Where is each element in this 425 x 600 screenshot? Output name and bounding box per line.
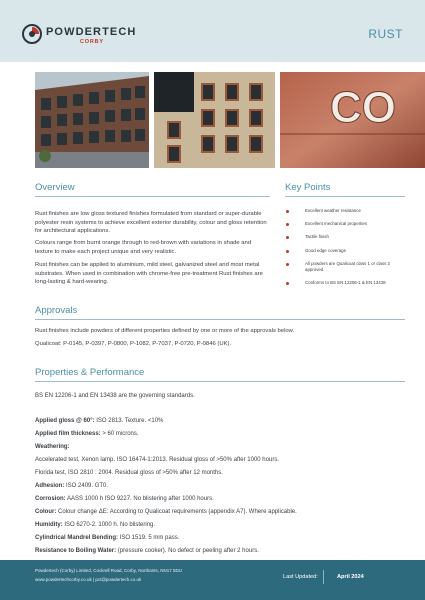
overview-rule	[35, 196, 270, 197]
colour-value: Colour change ΔE: According to Qualicoat requirements (appendix A7). Where applicable.	[56, 509, 297, 515]
properties-rule	[35, 381, 405, 382]
logo-mark-icon	[22, 24, 42, 44]
list-item: Excellent weather resistance	[285, 208, 405, 214]
list-item: Excellent mechanical properties	[285, 221, 405, 227]
corrosion-value: AASS 1000 h ISO 9227. No blistering after 1000 hours.	[65, 496, 214, 502]
photo-brick-building	[154, 72, 275, 168]
boiling-water-label: Resistance to Boiling Water:	[35, 548, 117, 554]
powdertech-logo	[22, 24, 152, 48]
footer-divider	[323, 570, 324, 584]
list-item: Conforms to BS EN 12206-1 & EN 13438	[285, 280, 405, 286]
mandrel-bending-row	[35, 534, 179, 542]
key-points-list	[285, 208, 405, 294]
adhesion-row	[35, 482, 108, 490]
panel-lettering: CO	[330, 83, 396, 132]
film-thickness-row	[35, 430, 139, 438]
weathering-florida: Florida test, ISO 2810 : 2004. Residual gloss of >50% after 12 months.	[35, 470, 223, 476]
list-item: All powders are Qualicoat class 1 or class 2 approved	[285, 261, 405, 274]
page-header	[0, 0, 425, 62]
list-item: Tactile finish	[285, 234, 405, 240]
page-footer	[0, 560, 425, 600]
overview-paragraph-3: Rust finishes can be applied to aluminium, mild steel, galvanized steel and most metal substrates. When used in combination with chrome-free pre-treatment Rust finishes are long-lasting & hard-wearing.	[35, 262, 263, 286]
corrosion-label: Corrosion:	[35, 496, 66, 502]
properties-title: Properties & Performance	[35, 367, 145, 378]
adhesion-label: Adhesion:	[35, 483, 65, 489]
photo-strip	[35, 72, 425, 168]
approvals-text: Rust finishes include powders of different properties defined by one or more of the approvals below.	[35, 328, 295, 334]
weathering-row	[35, 443, 70, 451]
adhesion-value: ISO 2409. GT0.	[64, 483, 109, 489]
document-title: RUST	[368, 27, 403, 41]
overview-paragraph-2: Colours range from burnt orange through to red-brown with variations in shade and texture to make each project unique and very realistic.	[35, 240, 252, 255]
weathering-accelerated: Accelerated test, Xenon lamp. ISO 16474-1:2013. Residual gloss of >50% after 1000 hours.	[35, 457, 279, 463]
overview-title: Overview	[35, 182, 75, 193]
footer-contact-links[interactable]: www.powdertechcorby.co.uk | pct@powdertech.co.uk	[35, 577, 142, 582]
colour-row	[35, 508, 297, 516]
film-thickness-value: > 60 microns.	[100, 431, 139, 437]
applied-gloss-value: ISO 2813. Texture. <10%	[94, 418, 164, 424]
humidity-label: Humidity:	[35, 522, 63, 528]
colour-label: Colour:	[35, 509, 57, 515]
photo-apartment-facade	[35, 72, 149, 168]
approvals-rule	[35, 319, 405, 320]
corrosion-row	[35, 495, 214, 503]
photo-rust-panel	[280, 72, 425, 168]
key-points-rule	[285, 196, 405, 197]
footer-address: Powdertech (Corby) Limited, Cockrell Road, Corby, Northants, NN17 5DU	[35, 568, 182, 573]
humidity-value: ISO 6270-2. 1000 h. No blistering.	[62, 522, 156, 528]
applied-gloss-label: Applied gloss @ 60°:	[35, 418, 95, 424]
humidity-row	[35, 521, 155, 529]
list-item: Good edge coverage	[285, 248, 405, 254]
last-updated-date: April 2024	[337, 574, 364, 580]
overview-paragraph-1: Rust finishes are low gloss textured finishes formulated from standard or super-durable polyester resin systems to achieve excellent exterior durability, colour and gloss retention for architectural applications.	[35, 211, 267, 235]
brand-sub: CORBY	[80, 39, 104, 45]
last-updated-label: Last Updated:	[283, 574, 318, 580]
boiling-water-row	[35, 547, 259, 555]
key-points-title: Key Points	[285, 182, 331, 193]
brand-name: POWDERTECH	[46, 26, 137, 38]
qualicoat-approvals: Qualicoat: P-0145, P-0397, P-0800, P-1082, P-7037, P-0720, P-0846 (UK).	[35, 341, 232, 347]
mandrel-bending-label: Cylindrical Mandrel Bending:	[35, 535, 119, 541]
governing-standards: BS EN 12206-1 and EN 13438 are the governing standards.	[35, 393, 195, 399]
film-thickness-label: Applied film thickness:	[35, 431, 101, 437]
weathering-label: Weathering:	[35, 444, 70, 450]
applied-gloss-row	[35, 417, 163, 425]
boiling-water-value: (pressure cooker). No defect or peeling after 2 hours.	[116, 548, 259, 554]
approvals-title: Approvals	[35, 305, 78, 316]
mandrel-bending-value: ISO 1519. 5 mm pass.	[118, 535, 180, 541]
